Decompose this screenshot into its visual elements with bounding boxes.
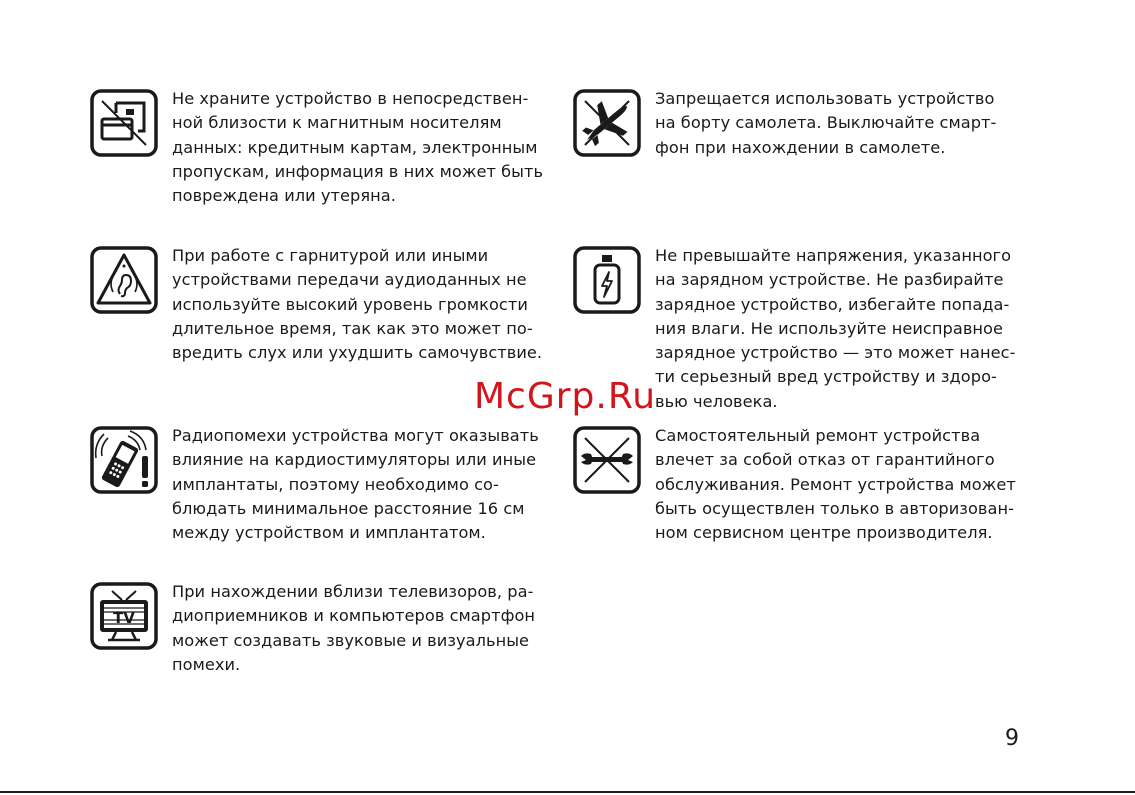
warning-tv-interference [90, 580, 535, 677]
text-line: вредить слух или ухудшить самочувствие. [172, 343, 543, 363]
text-line: на зарядном устройстве. Не разбирайте [655, 270, 1004, 290]
text-line: При работе с гарнитурой или иными [172, 246, 489, 265]
warning-text [172, 87, 543, 208]
text-line: длительное время, так как это может по- [172, 318, 533, 338]
no-airplane-icon [573, 89, 641, 157]
text-line: ном сервисном центре производителя. [655, 523, 993, 543]
warning-text [655, 87, 996, 160]
hearing-warning-icon [90, 246, 158, 314]
text-line: Самостоятельный ремонт устройства [655, 426, 981, 445]
warning-text [172, 424, 539, 545]
text-line: зарядное устройство, избегайте попада- [655, 294, 1010, 314]
warning-self-repair [573, 424, 1016, 545]
text-line: используйте высокий уровень громкости [172, 294, 528, 314]
text-line: Запрещается использовать устройство [655, 89, 995, 108]
tv-label: TV [113, 609, 135, 627]
text-line: может создавать звуковые и визуальные [172, 630, 530, 650]
text-line: повреждена или утеряна. [172, 186, 396, 206]
charger-battery-icon [573, 246, 641, 314]
text-line: ной близости к магнитным носителям [172, 113, 502, 133]
bottom-divider [0, 791, 1135, 793]
tv-interference-icon [90, 582, 158, 650]
warning-radio-interference [90, 424, 539, 545]
text-line: помехи. [172, 654, 241, 674]
page-number: 9 [1005, 726, 1019, 751]
text-line: влияние на кардиостимуляторы или иные [172, 450, 537, 470]
text-line: диоприемников и компьютеров смартфон [172, 606, 536, 626]
warning-text [655, 244, 1015, 414]
warning-hearing [90, 244, 542, 365]
warning-text [172, 580, 535, 677]
text-line: имплантаты, поэтому необходимо со- [172, 474, 499, 494]
warning-text [655, 424, 1016, 545]
text-line: Радиопомехи устройства могут оказывать [172, 426, 539, 445]
text-line: фон при нахождении в самолете. [655, 137, 946, 157]
text-line: пропускам, информация в них может быть [172, 161, 544, 181]
text-line: Не храните устройство в непосредствен- [172, 89, 529, 108]
text-line: быть осуществлен только в авторизован- [655, 498, 1014, 518]
text-line: вью человека. [655, 391, 778, 411]
warning-magnetic-media [90, 87, 543, 208]
no-repair-tools-icon [573, 426, 641, 494]
text-line: обслуживания. Ремонт устройства может [655, 474, 1016, 494]
watermark: McGrp.Ru [474, 376, 657, 417]
text-line: на борту самолета. Выключайте смарт- [655, 113, 997, 133]
warning-text [172, 244, 542, 365]
text-line: ти серьезный вред устройству и здоро- [655, 367, 997, 387]
radio-interference-icon [90, 426, 158, 494]
text-line: блюдать минимальное расстояние 16 см [172, 498, 525, 518]
text-line: данных: кредитным картам, электронным [172, 137, 538, 157]
warning-airplane [573, 87, 996, 160]
text-line: влечет за собой отказ от гарантийного [655, 450, 995, 470]
text-line: ния влаги. Не используйте неисправное [655, 318, 1003, 338]
text-line: между устройством и имплантатом. [172, 523, 486, 543]
text-line: При нахождении вблизи телевизоров, ра- [172, 582, 534, 601]
text-line: Не превышайте напряжения, указанного [655, 246, 1012, 265]
no-magnetic-media-icon [90, 89, 158, 157]
text-line: устройствами передачи аудиоданных не [172, 270, 527, 290]
text-line: зарядное устройство — это может нанес- [655, 343, 1016, 363]
